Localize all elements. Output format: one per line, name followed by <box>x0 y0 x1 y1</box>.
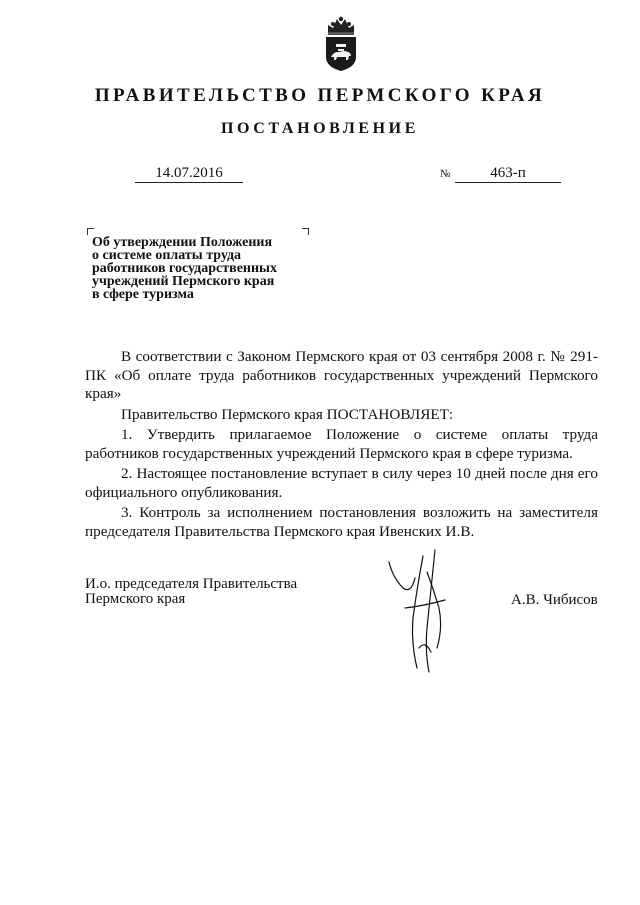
document-subject <box>92 236 307 301</box>
government-title: ПРАВИТЕЛЬСТВО ПЕРМСКОГО КРАЯ <box>94 85 546 106</box>
subject-corner-right <box>302 228 309 235</box>
document-date: 14.07.2016 <box>135 164 243 183</box>
subject-line: Об утверждении Положения <box>92 235 273 250</box>
subject-line: о системе оплаты труда <box>92 248 242 263</box>
signatory-position <box>85 577 297 607</box>
signatory-name: А.В. Чибисов <box>511 592 598 608</box>
document-type: ПОСТАНОВЛЕНИЕ <box>221 120 419 137</box>
subject-corner-left <box>87 228 94 235</box>
body-paragraph: В соответствии с Законом Пермского края от 03 сентября 2008 г. № 291-ПК «Об оплате труда работников государственных учреждений Пермского края» <box>85 348 598 402</box>
subject-line: работников государственных <box>92 261 277 276</box>
body-paragraph: 2. Настоящее постановление вступает в силу через 10 дней после дня его официального опубликования. <box>85 465 598 501</box>
perm-krai-coat-of-arms-icon <box>322 13 360 73</box>
number-sign: № <box>440 168 451 180</box>
body-paragraph: Правительство Пермского края ПОСТАНОВЛЯЕТ: <box>121 405 454 423</box>
position-line: И.о. председателя Правительства <box>85 576 298 592</box>
body-paragraph: 1. Утвердить прилагаемое Положение о системе оплаты труда работников государственных учреждений Пермского края в сфере туризма. <box>85 426 598 462</box>
document-number: 463-п <box>455 164 561 183</box>
handwritten-signature <box>383 548 463 676</box>
subject-line: в сфере туризма <box>92 287 194 302</box>
subject-line: учреждений Пермского края <box>92 274 275 289</box>
document-body <box>85 348 598 543</box>
body-paragraph: 3. Контроль за исполнением постановления возложить на заместителя председателя Правительства Пермского края Ивенских И.В. <box>85 504 598 540</box>
position-line: Пермского края <box>85 591 186 607</box>
